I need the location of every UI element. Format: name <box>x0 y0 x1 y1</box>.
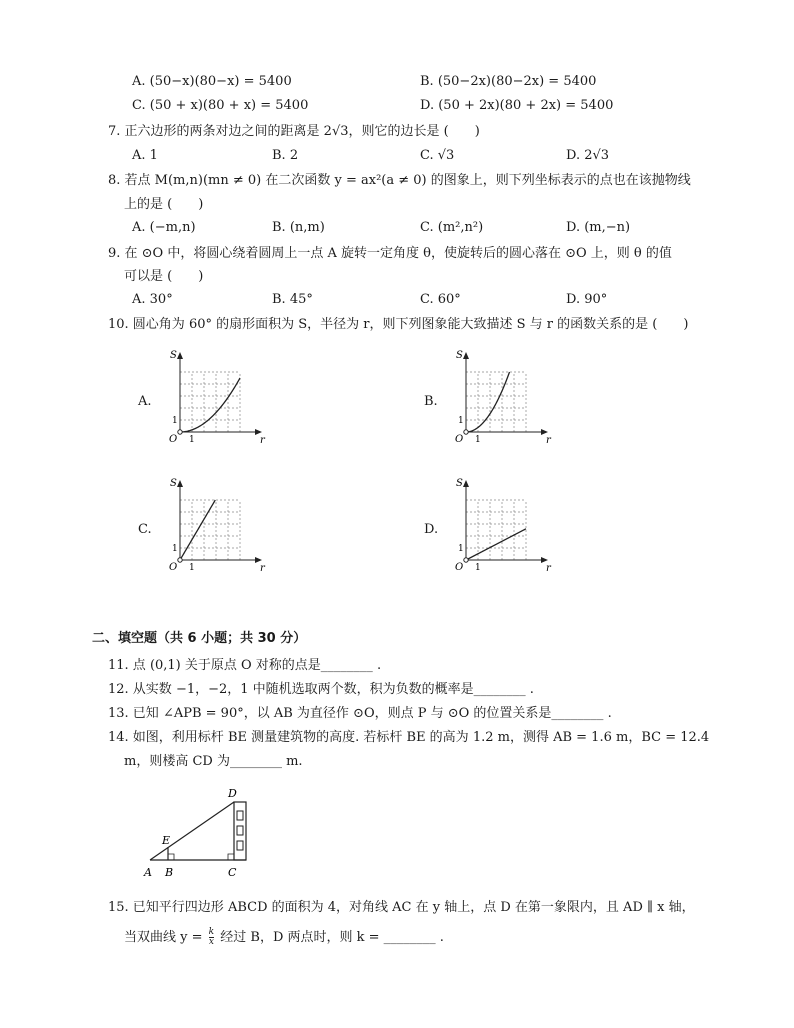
origin-label: O <box>169 434 178 445</box>
q10-graph-b <box>446 348 556 446</box>
origin-label: O <box>169 562 178 573</box>
axis-label-s: S <box>456 350 463 361</box>
axis-label-r: r <box>546 435 551 446</box>
function-curve <box>180 500 215 560</box>
q7-option-c: C. √3 <box>420 148 455 163</box>
q14-label-b: B <box>165 866 174 879</box>
axis-label-s: S <box>170 478 177 489</box>
tick-label-y: 1 <box>172 416 178 426</box>
function-curve <box>466 529 526 560</box>
q15-stem-part-b: 经过 B，D 两点时，则 k = ________ . <box>220 930 444 945</box>
q10-graph-a <box>160 348 270 446</box>
function-curve <box>180 378 240 432</box>
origin-point <box>464 558 468 562</box>
q11: 11. 点 (0,1) 关于原点 O 对称的点是________ . <box>108 658 382 673</box>
tick-label-y: 1 <box>458 544 464 554</box>
building-window <box>237 826 243 835</box>
q10-stem: 10. 圆心角为 60° 的扇形面积为 S，半径为 r，则下列图象能大致描述 S 与 r 的函数关系的是 ( ) <box>108 317 689 332</box>
q14-label-d: D <box>228 787 237 800</box>
q14-label-a: A <box>144 866 152 879</box>
q10-graph-c <box>160 476 270 574</box>
q6-option-b: B. (50−2x)(80−2x) = 5400 <box>420 74 597 89</box>
origin-point <box>178 430 182 434</box>
origin-label: O <box>455 562 464 573</box>
q9-option-b: B. 45° <box>272 292 313 307</box>
axis-label-s: S <box>170 350 177 361</box>
q6-option-a: A. (50−x)(80−x) = 5400 <box>132 74 292 89</box>
tick-label-x: 1 <box>189 563 195 573</box>
q10-graph-a-label: A. <box>138 394 152 409</box>
axis-label-r: r <box>260 563 265 574</box>
axis-label-r: r <box>260 435 265 446</box>
s-axis-arrow <box>463 352 469 359</box>
q15-fraction-denominator: x <box>208 937 214 947</box>
tick-label-y: 1 <box>458 416 464 426</box>
s-axis-arrow <box>463 480 469 487</box>
q6-option-c: C. (50 + x)(80 + x) = 5400 <box>132 98 309 113</box>
q14-stem-line2: m，则楼高 CD 为________ m. <box>124 754 303 769</box>
q8-option-a: A. (−m,n) <box>132 220 196 235</box>
s-axis-arrow <box>177 352 183 359</box>
tick-label-x: 1 <box>189 435 195 445</box>
q15-stem-part-a: 当双曲线 y = <box>124 930 203 945</box>
q8-option-d: D. (m,−n) <box>566 220 631 235</box>
q10-graph-c-label: C. <box>138 522 152 537</box>
q8-option-c: C. (m²,n²) <box>420 220 484 235</box>
q7-option-b: B. 2 <box>272 148 299 163</box>
q7-option-a: A. 1 <box>132 148 158 163</box>
q15-stem-line2 <box>124 928 444 947</box>
building-window <box>237 841 243 850</box>
q10-graph-d-label: D. <box>424 522 439 537</box>
q9-option-a: A. 30° <box>132 292 173 307</box>
q15-stem-line1: 15. 已知平行四边形 ABCD 的面积为 4，对角线 AC 在 y 轴上，点 D 在第一象限内，且 AD ∥ x 轴， <box>108 900 695 915</box>
q7-option-d: D. 2√3 <box>566 148 610 163</box>
q15-fraction-numerator: k <box>208 927 215 937</box>
axis-label-r: r <box>546 563 551 574</box>
q15-fraction <box>209 928 214 947</box>
q14-label-e: E <box>162 834 171 847</box>
function-curve <box>466 372 510 432</box>
q10-graph-b-label: B. <box>424 394 438 409</box>
q6-option-d: D. (50 + 2x)(80 + 2x) = 5400 <box>420 98 614 113</box>
q12: 12. 从实数 −1，−2，1 中随机选取两个数，积为负数的概率是________ . <box>108 682 534 697</box>
q8-option-b: B. (n,m) <box>272 220 325 235</box>
q14-label-c: C <box>228 866 237 879</box>
building-window <box>237 811 243 820</box>
section-2-title: 二、填空题（共 6 小题；共 30 分） <box>92 631 307 646</box>
q10-graph-d <box>446 476 556 574</box>
axis-label-s: S <box>456 478 463 489</box>
q9-option-d: D. 90° <box>566 292 608 307</box>
q13: 13. 已知 ∠APB = 90°，以 AB 为直径作 ⊙O，则点 P 与 ⊙O 的位置关系是________ . <box>108 706 612 721</box>
q14-figure <box>140 784 280 880</box>
q9-stem-line1: 9. 在 ⊙O 中，将圆心绕着圆周上一点 A 旋转一定角度 θ，使旋转后的圆心落在 ⊙O 上，则 θ 的值 <box>108 246 672 261</box>
tick-label-x: 1 <box>475 435 481 445</box>
q9-option-c: C. 60° <box>420 292 461 307</box>
q8-stem-line1: 8. 若点 M(m,n)(mn ≠ 0) 在二次函数 y = ax²(a ≠ 0) 的图象上，则下列坐标表示的点也在该抛物线 <box>108 173 691 188</box>
s-axis-arrow <box>177 480 183 487</box>
q9-stem-line2: 可以是 ( ) <box>124 269 204 284</box>
origin-point <box>178 558 182 562</box>
q7-stem: 7. 正六边形的两条对边之间的距离是 2√3，则它的边长是 ( ) <box>108 124 480 139</box>
origin-point <box>464 430 468 434</box>
origin-label: O <box>455 434 464 445</box>
tick-label-y: 1 <box>172 544 178 554</box>
tick-label-x: 1 <box>475 563 481 573</box>
q8-stem-line2: 上的是 ( ) <box>124 197 204 212</box>
q14-stem-line1: 14. 如图，利用标杆 BE 测量建筑物的高度. 若标杆 BE 的高为 1.2 m，测得 AB = 1.6 m，BC = 12.4 <box>108 730 710 745</box>
